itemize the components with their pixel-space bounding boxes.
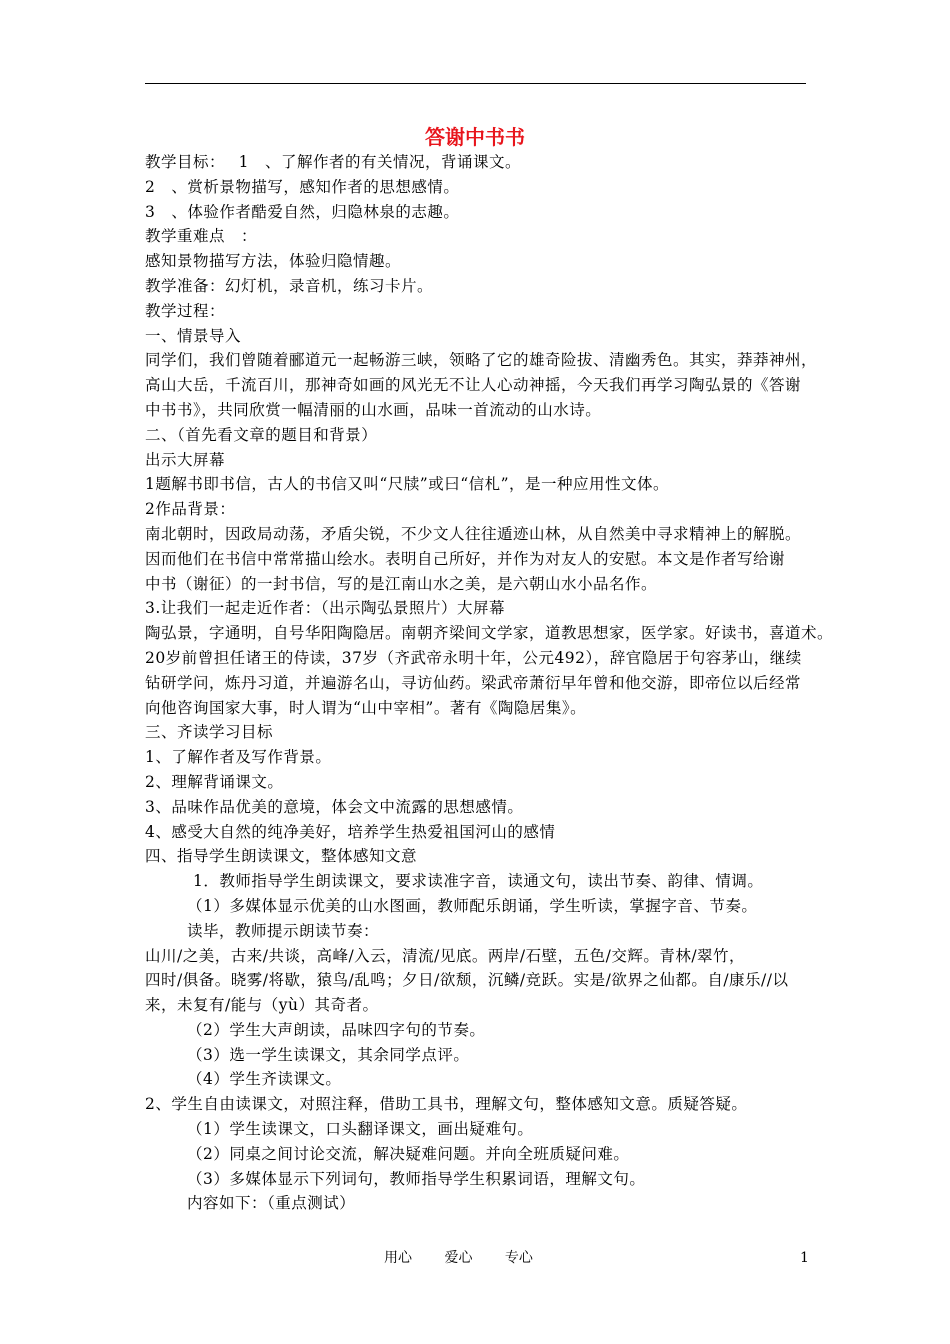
- text-line: 出示大屏幕: [145, 450, 226, 469]
- text-line: 南北朝时，因政局动荡，矛盾尖锐，不少文人往往遁迹山林，从自然美中寻求精神上的解脱。: [145, 524, 802, 543]
- text-line: 四时/俱备。晓雾/将歇，猿鸟/乱鸣；夕日/欲颓，沉鳞/竞跃。实是/欲界之仙都。自/康乐//以: [145, 971, 789, 990]
- text-line: 教学准备：幻灯机，录音机，练习卡片。: [145, 276, 434, 295]
- text-line: （2）同桌之间讨论交流，解决疑难问题。并向全班质疑问难。: [187, 1144, 630, 1163]
- text-line: 内容如下：（重点测试）: [187, 1194, 356, 1213]
- text-line: 2 、赏析景物描写，感知作者的思想感情。: [145, 177, 460, 196]
- footer-motto: [384, 1248, 561, 1268]
- text-line: 20岁前曾担任诸王的侍读，37岁（齐武帝永明十年，公元492），辞官隐居于句容茅山，继续: [145, 648, 802, 667]
- text-line: 二、（首先看文章的题目和背景）: [145, 425, 378, 444]
- text-line: 教学目标： 1 、了解作者的有关情况，背诵课文。: [145, 153, 522, 171]
- text-line: 山川/之美，古来/共谈，高峰/入云，清流/见底。两岸/石壁，五色/交辉。青林/翠竹，: [145, 946, 746, 965]
- text-line: 1、了解作者及写作背景。: [145, 748, 332, 767]
- text-line: 钻研学问，炼丹习道，并遍游名山，寻访仙药。梁武帝萧衍早年曾和他交游，即帝位以后经常: [145, 673, 802, 692]
- text-line: （1）学生读课文，口头翻译课文，画出疑难句。: [187, 1120, 534, 1139]
- text-line: （2）学生大声朗读，品味四字句的节奏。: [187, 1020, 486, 1039]
- text-line: 2、学生自由读课文，对照注释，借助工具书，理解文句，整体感知文意。质疑答疑。: [145, 1095, 748, 1114]
- text-line: 中书（谢征）的一封书信，写的是江南山水之美，是六朝山水小品名作。: [145, 574, 658, 593]
- text-line: （3）多媒体显示下列词句，教师指导学生积累词语，理解文句。: [187, 1169, 646, 1188]
- text-line: （4）学生齐读课文。: [187, 1070, 342, 1089]
- text-line: 四、指导学生朗读课文，整体感知文意: [145, 847, 418, 866]
- footer-motto-word: 爱心: [444, 1250, 473, 1266]
- text-line: 一、情景导入: [145, 326, 242, 345]
- text-line: 3、品味作品优美的意境，体会文中流露的思想感情。: [145, 797, 524, 816]
- text-line: 3 、体验作者酷爱自然，归隐林泉的志趣。: [145, 202, 460, 221]
- text-line: 2、理解背诵课文。: [145, 772, 284, 791]
- text-line: 感知景物描写方法，体验归隐情趣。: [145, 252, 402, 271]
- text-line: 高山大岳，千流百川，那神奇如画的风光无不让人心动神摇，今天我们再学习陶弘景的《答谢: [145, 376, 802, 395]
- text-line: 2作品背景：: [145, 500, 236, 519]
- text-line: 教学重难点 ：: [145, 227, 258, 246]
- text-line: 因而他们在书信中常常描山绘水。表明自己所好，并作为对友人的安慰。本文是作者写给谢: [145, 549, 786, 568]
- text-line: 向他咨询国家大事，时人谓为“山中宰相”。著有《陶隐居集》。: [145, 698, 587, 717]
- text-line: （3）选一学生读课文，其余同学点评。: [187, 1045, 470, 1064]
- page-number: 1: [800, 1250, 809, 1266]
- text-line: （1）多媒体显示优美的山水图画，教师配乐朗诵，学生听读，掌握字音、节奏。: [187, 896, 758, 915]
- text-line: 1题解书即书信，古人的书信又叫“尺牍”或曰“信札”，是一种应用性文体。: [145, 475, 670, 494]
- text-line: 三、齐读学习目标: [145, 723, 274, 742]
- footer-motto-word: 专心: [504, 1250, 533, 1266]
- text-line: 同学们，我们曾随着郦道元一起畅游三峡，领略了它的雄奇险拔、清幽秀色。其实，莽莽神州，: [145, 351, 818, 370]
- text-line: 3.让我们一起走近作者：（出示陶弘景照片）大屏幕: [145, 599, 506, 618]
- text-line: 教学过程：: [145, 301, 226, 320]
- text-line: 读毕，教师提示朗读节奏：: [187, 921, 380, 940]
- text-line: 陶弘景，字通明，自号华阳陶隐居。南朝齐梁间文学家，道教思想家，医学家。好读书，喜道术。: [145, 624, 834, 643]
- text-line: 4、感受大自然的纯净美好，培养学生热爱祖国河山的感情: [145, 822, 556, 841]
- footer-motto-word: 用心: [384, 1250, 412, 1266]
- text-line: 中书书》，共同欣赏一幅清丽的山水画，品味一首流动的山水诗。: [145, 400, 602, 419]
- document-title: 答谢中书书: [425, 125, 525, 149]
- text-line: 来，未复有/能与（yù）其奇者。: [145, 996, 379, 1015]
- document-body: [145, 150, 834, 1216]
- header-rule: [145, 83, 806, 84]
- text-line: 1．教师指导学生朗读课文，要求读准字音，读通文句，读出节奏、韵律、情调。: [193, 872, 764, 891]
